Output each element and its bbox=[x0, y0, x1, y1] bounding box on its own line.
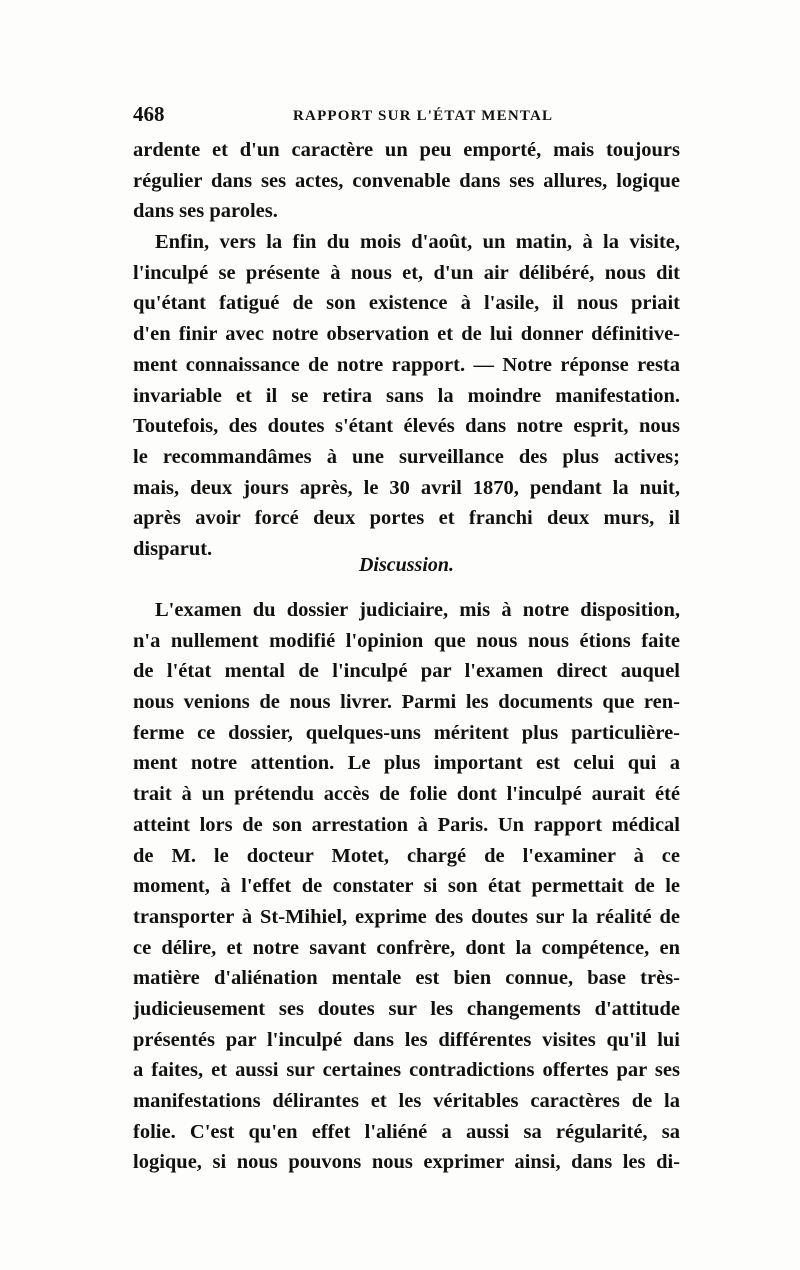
text-line: qu'étant fatigué de son existence à l'asile, il nous priait bbox=[133, 292, 680, 315]
text-line: nous venions de nous livrer. Parmi les documents que ren- bbox=[133, 691, 680, 714]
text-line: ferme ce dossier, quelques-uns méritent plus particulière- bbox=[133, 721, 680, 744]
text-line: ment connaissance de notre rapport. — Notre réponse resta bbox=[133, 353, 680, 376]
text-line: manifestations délirantes et les véritables caractères de la bbox=[133, 1090, 680, 1112]
text-line: trait à un prétendu accès de folie dont l'inculpé aurait été bbox=[133, 783, 680, 806]
text-line: ce délire, et notre savant confrère, dont la compétence, en bbox=[133, 936, 680, 959]
text-line: folie. C'est qu'en effet l'aliéné a aussi sa régularité, sa bbox=[133, 1120, 680, 1143]
text-line: présentés par l'inculpé dans les différentes visites qu'il lui bbox=[133, 1028, 680, 1051]
text-line: Toutefois, des doutes s'étant élevés dans notre esprit, nous bbox=[133, 415, 680, 438]
text-line: régulier dans ses actes, convenable dans ses allures, logique bbox=[133, 169, 680, 192]
text-line: a faites, et aussi sur certaines contradictions offertes par ses bbox=[133, 1059, 680, 1082]
paragraph-block-1 bbox=[133, 135, 680, 565]
text-line: judicieusement ses doutes sur les changements d'attitude bbox=[133, 997, 680, 1020]
text-line: transporter à St-Mihiel, exprime des doutes sur la réalité de bbox=[133, 905, 680, 928]
text-line: L'examen du dossier judiciaire, mis à notre disposition, bbox=[155, 599, 680, 621]
text-line: disparut. bbox=[133, 537, 213, 560]
page-number: 468 bbox=[133, 102, 165, 126]
text-line: ardente et d'un caractère un peu emporté, mais toujours bbox=[133, 139, 680, 161]
text-line: logique, si nous pouvons nous exprimer ainsi, dans les di- bbox=[133, 1151, 680, 1174]
text-line: de l'état mental de l'inculpé par l'examen direct auquel bbox=[133, 660, 680, 683]
text-line: moment, à l'effet de constater si son état permettait de le bbox=[133, 875, 680, 898]
running-title: RAPPORT SUR L'ÉTAT MENTAL bbox=[293, 108, 554, 124]
text-line: Enfin, vers la fin du mois d'août, un matin, à la visite, bbox=[155, 231, 680, 254]
text-line: l'inculpé se présente à nous et, d'un air délibéré, nous dit bbox=[133, 261, 680, 284]
text-line: d'en finir avec notre observation et de lui donner définitive- bbox=[133, 323, 680, 346]
text-line: n'a nullement modifié l'opinion que nous nous étions faite bbox=[133, 629, 680, 652]
text-line: le recommandâmes à une surveillance des plus actives; bbox=[133, 445, 680, 468]
text-line: atteint lors de son arrestation à Paris. Un rapport médical bbox=[133, 813, 680, 836]
section-heading: Discussion. bbox=[358, 554, 455, 576]
text-line: mais, deux jours après, le 30 avril 1870, pendant la nuit, bbox=[133, 476, 680, 499]
text-line: matière d'aliénation mentale est bien connue, base très- bbox=[133, 967, 680, 990]
paragraph-block-2 bbox=[133, 595, 680, 1178]
text-line: dans ses paroles. bbox=[133, 200, 278, 223]
text-line: après avoir forcé deux portes et franchi deux murs, il bbox=[133, 507, 680, 530]
text-line: invariable et il se retira sans la moindre manifestation. bbox=[133, 384, 680, 407]
text-line: ment notre attention. Le plus important est celui qui a bbox=[133, 752, 680, 775]
text-line: de M. le docteur Motet, chargé de l'examiner à ce bbox=[133, 844, 680, 867]
running-head bbox=[133, 102, 678, 132]
